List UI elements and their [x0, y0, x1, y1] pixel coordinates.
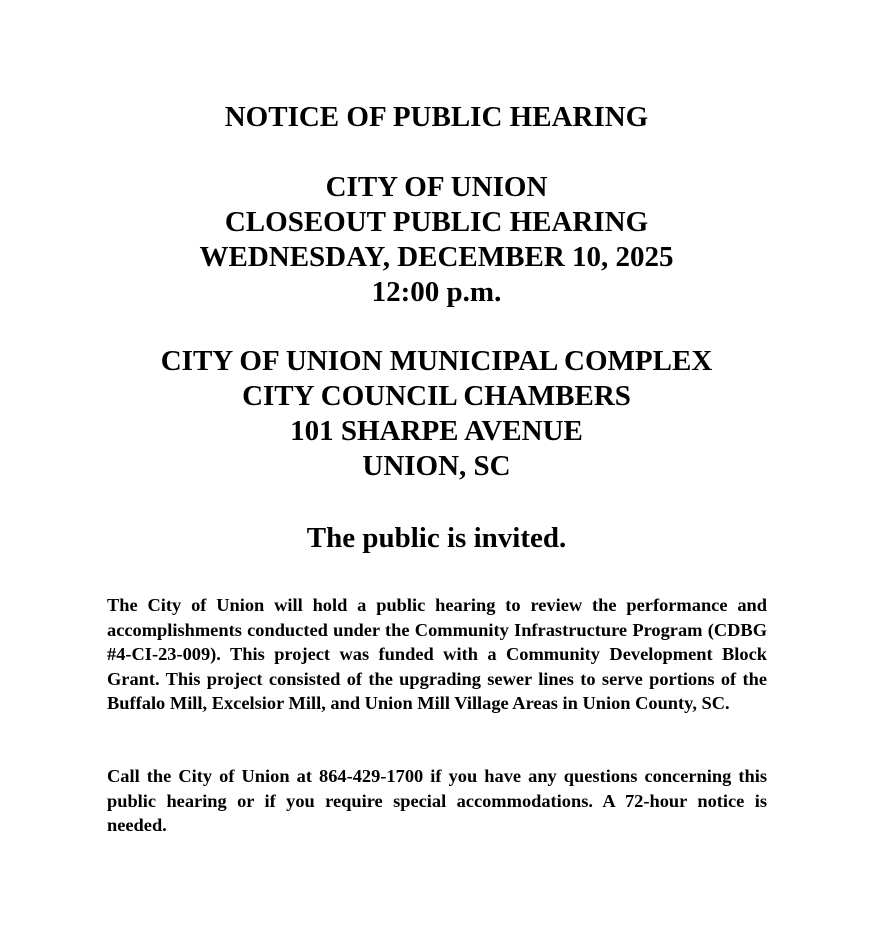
invitation-text: The public is invited.	[306, 522, 567, 554]
event-name: CLOSEOUT PUBLIC HEARING	[224, 206, 649, 238]
event-city: CITY OF UNION	[325, 171, 548, 203]
event-details	[0, 170, 873, 310]
location-street: 101 SHARPE AVENUE	[290, 415, 583, 447]
location-room: CITY COUNCIL CHAMBERS	[242, 380, 631, 412]
notice-title: NOTICE OF PUBLIC HEARING	[224, 101, 649, 133]
hearing-description: The City of Union will hold a public hearing to review the performance and accomplishments conducted under the Community Infrastructure Program (CDBG #4-CI-23-009). This project was funded with a Community Development Block Grant. This project consisted of the upgrading sewer lines to serve portions of the Buffalo Mill, Excelsior Mill, and Union Mill Village Areas in Union County, SC.	[107, 595, 767, 713]
event-time: 12:00 p.m.	[371, 276, 502, 308]
contact-info: Call the City of Union at 864-429-1700 if you have any questions concerning this public hearing or if you require special accommodations. A 72-hour notice is needed.	[107, 766, 767, 835]
event-location	[0, 344, 873, 484]
location-complex: CITY OF UNION MUNICIPAL COMPLEX	[160, 345, 713, 377]
location-city: UNION, SC	[362, 450, 511, 482]
event-date: WEDNESDAY, DECEMBER 10, 2025	[199, 241, 674, 273]
